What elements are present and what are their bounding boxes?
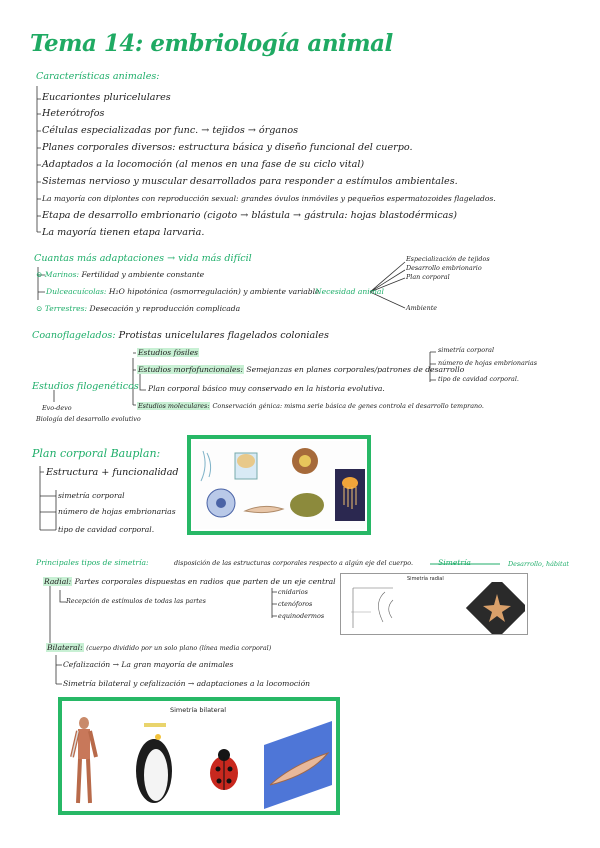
necesidad-animal-label: Necesidad animal <box>315 287 384 296</box>
estudios-filogeneticos-label: Estudios filogenéticos <box>32 381 139 392</box>
ambiente-label: Ambiente <box>406 304 438 312</box>
caracteristica-item: Etapa de desarrollo embrionario (cigoto → blástula → gástrula: hojas blastodérmicas) <box>42 210 458 221</box>
evo-devo-desc: Biología del desarrollo evolutivo <box>36 415 141 423</box>
radial-sub: Recepción de estímulos de todas las partes <box>66 597 206 605</box>
morfo-list-item: tipo de cavidad corporal. <box>438 375 519 383</box>
adaptacion-item: Dulceacuícolas: H₂O hipotónica (osmorregulación) y ambiente variable <box>46 287 320 296</box>
radial-example: ctenóforos <box>278 600 313 608</box>
necesidad-item: Plan corporal <box>406 273 450 281</box>
estudios-moleculares: Estudios moleculares: Conservación génica: misma serie básica de genes controla el desarrollo temprano. <box>138 402 484 410</box>
desarrollo-habitat: Desarrollo, hábitat <box>508 560 569 568</box>
bauplan-item: simetría corporal <box>58 491 125 500</box>
estudios-morfofuncionales: Estudios morfofuncionales: Semejanzas en planes corporales/patrones de desarrollo <box>138 365 465 374</box>
estudios-fosiles: Estudios fósiles <box>138 348 199 357</box>
caracteristica-item: Heterótrofos <box>42 108 105 119</box>
simetria-word: Simetría <box>438 558 471 567</box>
radial-symmetry-image <box>340 573 528 635</box>
bilateral-image-frame <box>58 697 340 815</box>
caracteristicas-heading: Características animales: <box>36 71 160 82</box>
adaptaciones-heading: Cuantas más adaptaciones → vida más difícil <box>34 253 252 264</box>
radial-example: equinodermos <box>278 612 325 620</box>
caracteristica-item: Células especializadas por func. → tejidos → órganos <box>42 125 299 136</box>
coanoflagelados-label: Coanoflagelados: <box>32 330 116 341</box>
bauplan-item: tipo de cavidad corporal. <box>58 525 155 534</box>
caracteristica-item: La mayoría con diplontes con reproducción sexual: grandes óvulos inmóviles y pequeños espermatozoides flagelados. <box>42 194 496 203</box>
caracteristica-item: Sistemas nervioso y muscular desarrollados para responder a estímulos ambientales. <box>42 176 458 187</box>
bauplan-image-frame <box>187 435 371 535</box>
coanoflagelados-text: Protistas unicelulares flagelados coloniales <box>118 330 329 341</box>
necesidad-item: Desarrollo embrionario <box>406 264 482 272</box>
morfo-list-item: número de hojas embrionarias <box>438 359 537 367</box>
caracteristica-item: Planes corporales diversos: estructura básica y diseño funcional del cuerpo. <box>42 142 413 153</box>
caracteristica-item: Eucariontes pluricelulares <box>42 92 171 103</box>
adaptacion-item: ⊙ Terrestres: Desecación y reproducción complicada <box>36 304 241 313</box>
bilateral-line: Bilateral: (cuerpo dividido por un solo plano (línea media corporal) <box>47 643 272 652</box>
caracteristica-item: Adaptados a la locomoción (al menos en una fase de su ciclo vital) <box>42 159 365 170</box>
bauplan-item: número de hojas embrionarias <box>58 507 176 516</box>
radial-example: cnidarios <box>278 588 308 596</box>
evo-devo-label: Evo-devo <box>42 404 72 412</box>
radial-line: Radial: Partes corporales dispuestas en radios que parten de un eje central <box>44 577 336 586</box>
cefalizacion-line: Cefalización → La gran mayoría de animales <box>63 660 234 669</box>
plan-corporal-conservado: Plan corporal básico muy conservado en la historia evolutiva. <box>148 384 385 393</box>
caracteristica-item: La mayoría tienen etapa larvaria. <box>42 227 205 238</box>
bauplan-heading: Plan corporal Bauplan: <box>32 447 161 460</box>
bauplan-line1: Estructura + funcionalidad <box>46 467 179 478</box>
bilateral-image-caption: Simetría bilateral <box>170 706 227 714</box>
simetria-heading: Principales tipos de simetría: <box>36 558 149 567</box>
radial-image-caption: Simetría radial <box>407 576 444 582</box>
adaptacion-item: ⊝ Marinos: Fertilidad y ambiente constante <box>36 270 205 279</box>
radial-diagram <box>345 582 525 634</box>
necesidad-item: Especialización de tejidos <box>406 255 490 263</box>
bilateral-sub: Simetría bilateral y cefalización → adaptaciones a la locomoción <box>63 679 311 688</box>
page-title: Tema 14: embriología animal <box>30 30 393 57</box>
bauplan-organisms-image <box>193 441 365 529</box>
coanoflagelados-line <box>32 330 329 341</box>
morfo-list-item: simetría corporal <box>438 346 495 354</box>
simetria-heading-text: disposición de las estructuras corporales respecto a algún eje del cuerpo. <box>174 559 414 567</box>
bilateral-organisms-image <box>64 715 338 811</box>
